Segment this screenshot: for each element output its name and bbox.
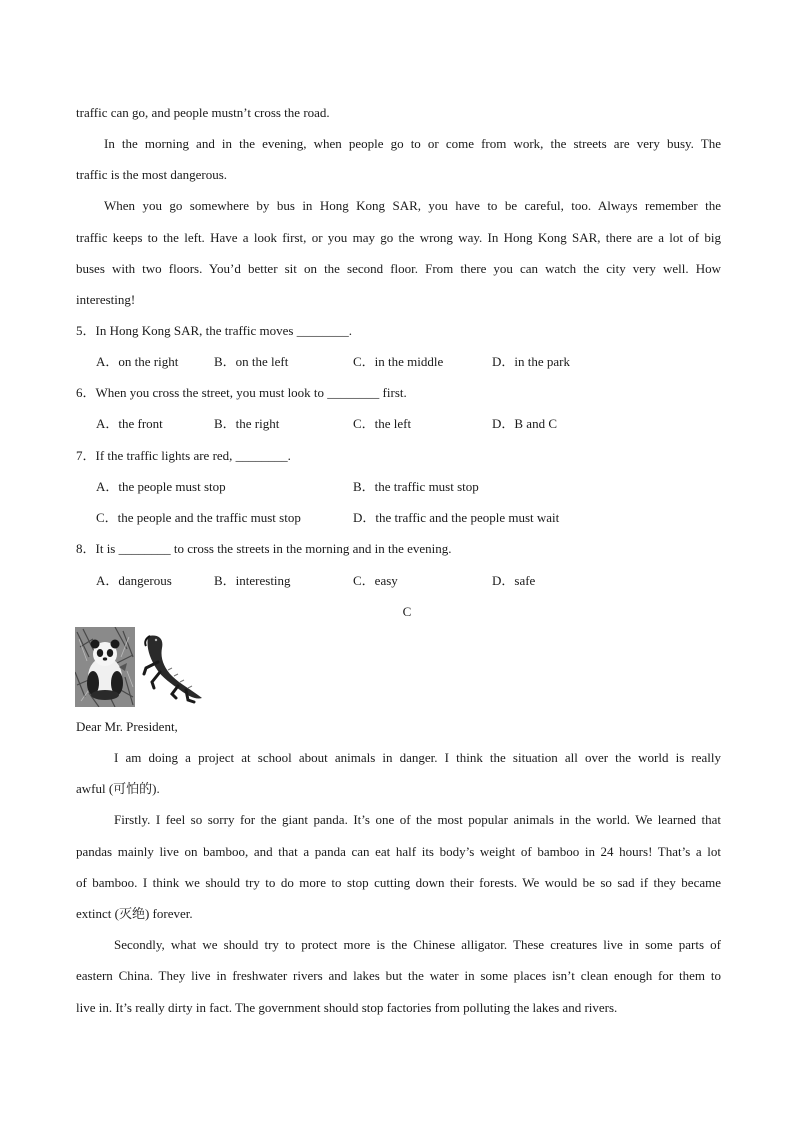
answer-option[interactable]: D．the traffic and the people must wait xyxy=(353,510,560,525)
question-stem: 7．If the traffic lights are red, ________. xyxy=(76,448,291,463)
answer-option[interactable]: D．in the park xyxy=(492,354,570,369)
passage-line: traffic keeps to the left. Have a look first, or you may go the wrong way. In Hong Kong SAR, there are a lot of big xyxy=(76,230,721,245)
passage-line: interesting! xyxy=(76,292,136,307)
answer-option[interactable]: A．the front xyxy=(96,416,163,431)
passage-line: traffic is the most dangerous. xyxy=(76,167,228,182)
answer-option[interactable]: D．B and C xyxy=(492,416,558,431)
passage-line: In the morning and in the evening, when people go to or come from work, the streets are very busy. The xyxy=(104,136,721,151)
letter-line: of bamboo. I think we should try to do more to stop cutting down their forests. We would be so sad if they became xyxy=(76,875,721,890)
question-stem: 5．In Hong Kong SAR, the traffic moves ________. xyxy=(76,323,352,338)
passage-line: When you go somewhere by bus in Hong Kong SAR, you have to be careful, too. Always remember the xyxy=(104,198,721,213)
answer-option[interactable]: B．the traffic must stop xyxy=(353,479,479,494)
letter-line: extinct (灭绝) forever. xyxy=(76,906,193,921)
answer-option[interactable]: C．the people and the traffic must stop xyxy=(96,510,301,525)
panda-photo xyxy=(75,627,135,707)
answer-option[interactable]: C．in the middle xyxy=(353,354,444,369)
answer-option[interactable]: B．interesting xyxy=(214,573,291,588)
answer-option[interactable]: A．the people must stop xyxy=(96,479,226,494)
answer-option[interactable]: A．on the right xyxy=(96,354,179,369)
answer-option[interactable]: C．easy xyxy=(353,573,398,588)
answer-option[interactable]: D．safe xyxy=(492,573,536,588)
passage-line: buses with two floors. You’d better sit on the second floor. From there you can watch the city very well. How xyxy=(76,261,721,276)
letter-salutation: Dear Mr. President, xyxy=(76,719,178,734)
answer-option[interactable]: A．dangerous xyxy=(96,573,172,588)
passage-line: traffic can go, and people mustn’t cross the road. xyxy=(76,105,330,120)
letter-line: Firstly. I feel so sorry for the giant panda. It’s one of the most popular animals in the world. We learned that xyxy=(114,812,721,827)
answer-option[interactable]: B．the right xyxy=(214,416,280,431)
section-heading: C xyxy=(402,604,412,619)
letter-line: I am doing a project at school about animals in danger. I think the situation all over the world is really xyxy=(114,750,721,765)
answer-option[interactable]: C．the left xyxy=(353,416,412,431)
letter-line: awful (可怕的). xyxy=(76,781,160,796)
letter-line: pandas mainly live on bamboo, and that a panda can eat half its body’s weight of bamboo in 24 hours! That’s a lot xyxy=(76,844,721,859)
question-stem: 8．It is ________ to cross the streets in the morning and in the evening. xyxy=(76,541,452,556)
letter-line: eastern China. They live in freshwater rivers and lakes but the water in some places isn’t clean enough for them to xyxy=(76,968,721,983)
letter-line: Secondly, what we should try to protect more is the Chinese alligator. These creatures live in some parts of xyxy=(114,937,721,952)
alligator-photo xyxy=(138,632,208,706)
letter-line: live in. It’s really dirty in fact. The government should stop factories from polluting the lakes and rivers. xyxy=(76,1000,618,1015)
answer-option[interactable]: B．on the left xyxy=(214,354,289,369)
question-stem: 6．When you cross the street, you must look to ________ first. xyxy=(76,385,407,400)
